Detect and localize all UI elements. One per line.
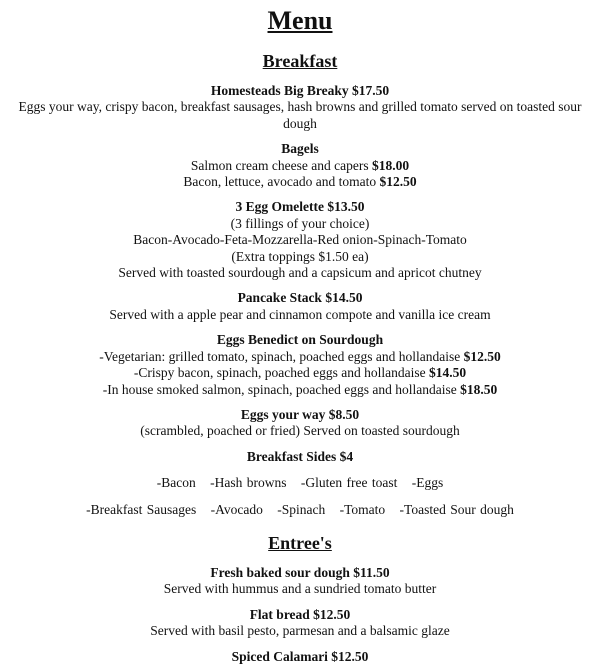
line-text: -Crispy bacon, spinach, poached eggs and hollandaise (133, 365, 429, 381)
price: $18.50 (460, 381, 498, 397)
line-text: Bacon, lettuce, avocado and tomato (183, 174, 380, 190)
item-line: (3 fillings of your choice) (230, 215, 370, 231)
item-name: 3 Egg Omelette $13.50 (235, 199, 365, 215)
price: $14.50 (428, 365, 467, 381)
item-name: Pancake Stack $14.50 (237, 290, 363, 306)
price: $12.50 (379, 174, 417, 190)
item-line: Served with toasted sourdough and a capsicum and apricot chutney (118, 265, 482, 281)
item-name: Flat bread $12.50 (249, 606, 351, 622)
item-line: Bacon-Avocado-Feta-Mozzarella-Red onion-Spinach-Tomato (133, 232, 467, 248)
menu-item-sourdough (0, 565, 600, 598)
menu-title: Menu (267, 6, 333, 35)
item-name: Bagels (281, 141, 319, 157)
side-item: -Toasted Sour dough (399, 501, 514, 517)
item-desc: Eggs your way, crispy bacon, breakfast sausages, hash browns and grilled tomato served on toasted sour dough (18, 99, 582, 131)
menu-item-big-breaky (0, 83, 600, 132)
menu-item-bagels (0, 141, 600, 190)
side-item: -Spinach (277, 501, 326, 517)
sides-row (0, 475, 600, 491)
side-item: -Gluten free toast (300, 475, 398, 491)
item-name: Homesteads Big Breaky $17.50 (210, 83, 390, 98)
item-desc: Served with hummus and a sundried tomato butter (163, 581, 437, 597)
side-item: -Hash browns (210, 475, 287, 491)
item-name: Spiced Calamari $12.50 (231, 648, 369, 664)
item-name: Eggs Benedict on Sourdough (216, 332, 384, 348)
menu-item-calamari (0, 649, 600, 665)
side-item: -Avocado (210, 501, 263, 517)
sides-row (0, 502, 600, 518)
item-name: Breakfast Sides $4 (246, 448, 354, 464)
menu-item-sides (0, 449, 600, 518)
line-text: -In house smoked salmon, spinach, poached eggs and hollandaise (102, 381, 461, 397)
price: $18.00 (371, 157, 410, 173)
item-desc: (scrambled, poached or fried) Served on toasted sourdough (140, 423, 460, 439)
menu-item-pancake (0, 290, 600, 323)
side-item: -Tomato (339, 501, 386, 517)
line-text: -Vegetarian: grilled tomato, spinach, poached eggs and hollandaise (99, 348, 464, 364)
breakfast-heading: Breakfast (262, 51, 338, 71)
item-line (0, 365, 600, 381)
item-desc: Served with basil pesto, parmesan and a balsamic glaze (150, 623, 450, 639)
item-line: (Extra toppings $1.50 ea) (231, 248, 369, 264)
menu-item-flat-bread (0, 607, 600, 640)
item-line (0, 158, 600, 174)
menu-item-benedict (0, 332, 600, 398)
item-name: Fresh baked sour dough $11.50 (210, 564, 390, 580)
price: $12.50 (463, 348, 501, 364)
menu-item-omelette (0, 199, 600, 281)
item-line (0, 174, 600, 190)
item-name: Eggs your way $8.50 (240, 406, 360, 422)
side-item: -Eggs (411, 475, 444, 491)
side-item: -Breakfast Sausages (86, 501, 197, 517)
entrees-heading: Entree's (268, 532, 332, 553)
item-desc: Served with a apple pear and cinnamon compote and vanilla ice cream (109, 306, 491, 322)
item-line (0, 382, 600, 398)
menu-item-eggs (0, 407, 600, 440)
line-text: Salmon cream cheese and capers (190, 157, 372, 173)
side-item: -Bacon (156, 475, 196, 491)
item-line (0, 349, 600, 365)
